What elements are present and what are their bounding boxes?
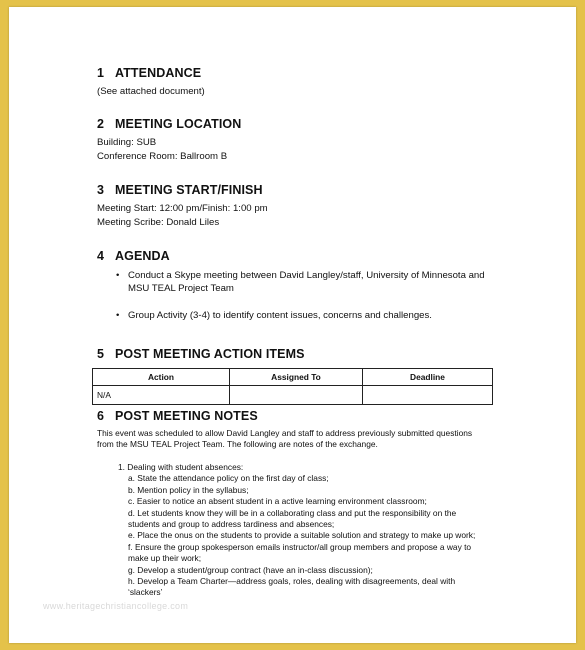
action-items-table (92, 368, 493, 405)
section-number: 2 (97, 117, 105, 131)
section-title: AGENDA (115, 249, 170, 263)
agenda-item-text: Conduct a Skype meeting between David Langley/staff, University of Minnesota and MSU TEAL Project Team (128, 270, 485, 294)
section-heading-agenda (97, 249, 170, 263)
list-item: g. Develop a student/group contract (have an in-class discussion); (128, 564, 373, 575)
list-item: d. Let students know they will be in a collaborating class and put the responsibility on the students and group to address tardiness and absences; (128, 507, 457, 530)
section-number: 3 (97, 183, 105, 197)
section-title: POST MEETING NOTES (115, 409, 258, 423)
building-line: Building: SUB (97, 137, 157, 148)
table-header-row (93, 369, 493, 386)
bullet-icon: • (116, 270, 120, 281)
attendance-note: (See attached document) (97, 86, 205, 97)
section-number: 6 (97, 409, 105, 423)
list-heading: 1. Dealing with student absences: (118, 462, 244, 472)
section-number: 5 (97, 347, 105, 361)
list-item: c. Easier to notice an absent student in a active learning environment classroom; (128, 496, 427, 507)
section-heading-meeting-location (97, 117, 241, 131)
notes-intro: This event was scheduled to allow David Langley and staff to address previously submitted questions from the MSU TEAL Project Team. The following are notes of the exchange. (97, 428, 473, 449)
section-number: 4 (97, 249, 105, 263)
section-heading-start-finish (97, 183, 263, 197)
table-row (93, 386, 493, 405)
column-header-assigned-to: Assigned To (230, 369, 363, 386)
list-item: h. Develop a Team Charter—address goals, roles, dealing with disagreements, deal with ‘slackers’ (128, 576, 456, 598)
meeting-time-line: Meeting Start: 12:00 pm/Finish: 1:00 pm (97, 203, 268, 214)
column-header-action: Action (93, 369, 230, 386)
list-item: b. Mention policy in the syllabus; (128, 484, 249, 495)
section-title: MEETING START/FINISH (115, 183, 263, 197)
section-title: ATTENDANCE (115, 66, 202, 80)
notes-list (118, 462, 488, 599)
section-heading-notes (97, 409, 258, 423)
list-item: f. Ensure the group spokesperson emails instructor/all group members and propose a way to make up their work; (128, 541, 472, 564)
section-heading-attendance (97, 66, 201, 80)
watermark: www.heritagechristiancollege.com (43, 601, 189, 611)
table-cell (230, 386, 363, 405)
list-item: a. State the attendance policy on the first day of class; (128, 473, 329, 484)
table-cell: N/A (93, 386, 230, 405)
room-line: Conference Room: Ballroom B (97, 151, 228, 162)
column-header-deadline: Deadline (363, 369, 493, 386)
section-title: MEETING LOCATION (115, 117, 242, 131)
scribe-line: Meeting Scribe: Donald Liles (97, 217, 220, 228)
list-item: e. Place the onus on the students to provide a suitable solution and strategy to make up work; (128, 530, 476, 541)
table-cell (363, 386, 493, 405)
section-heading-action-items (97, 347, 305, 361)
section-number: 1 (97, 66, 105, 80)
agenda-item-text: Group Activity (3-4) to identify content issues, concerns and challenges. (128, 310, 432, 321)
bullet-icon: • (116, 310, 120, 321)
section-title: POST MEETING ACTION ITEMS (115, 347, 305, 361)
